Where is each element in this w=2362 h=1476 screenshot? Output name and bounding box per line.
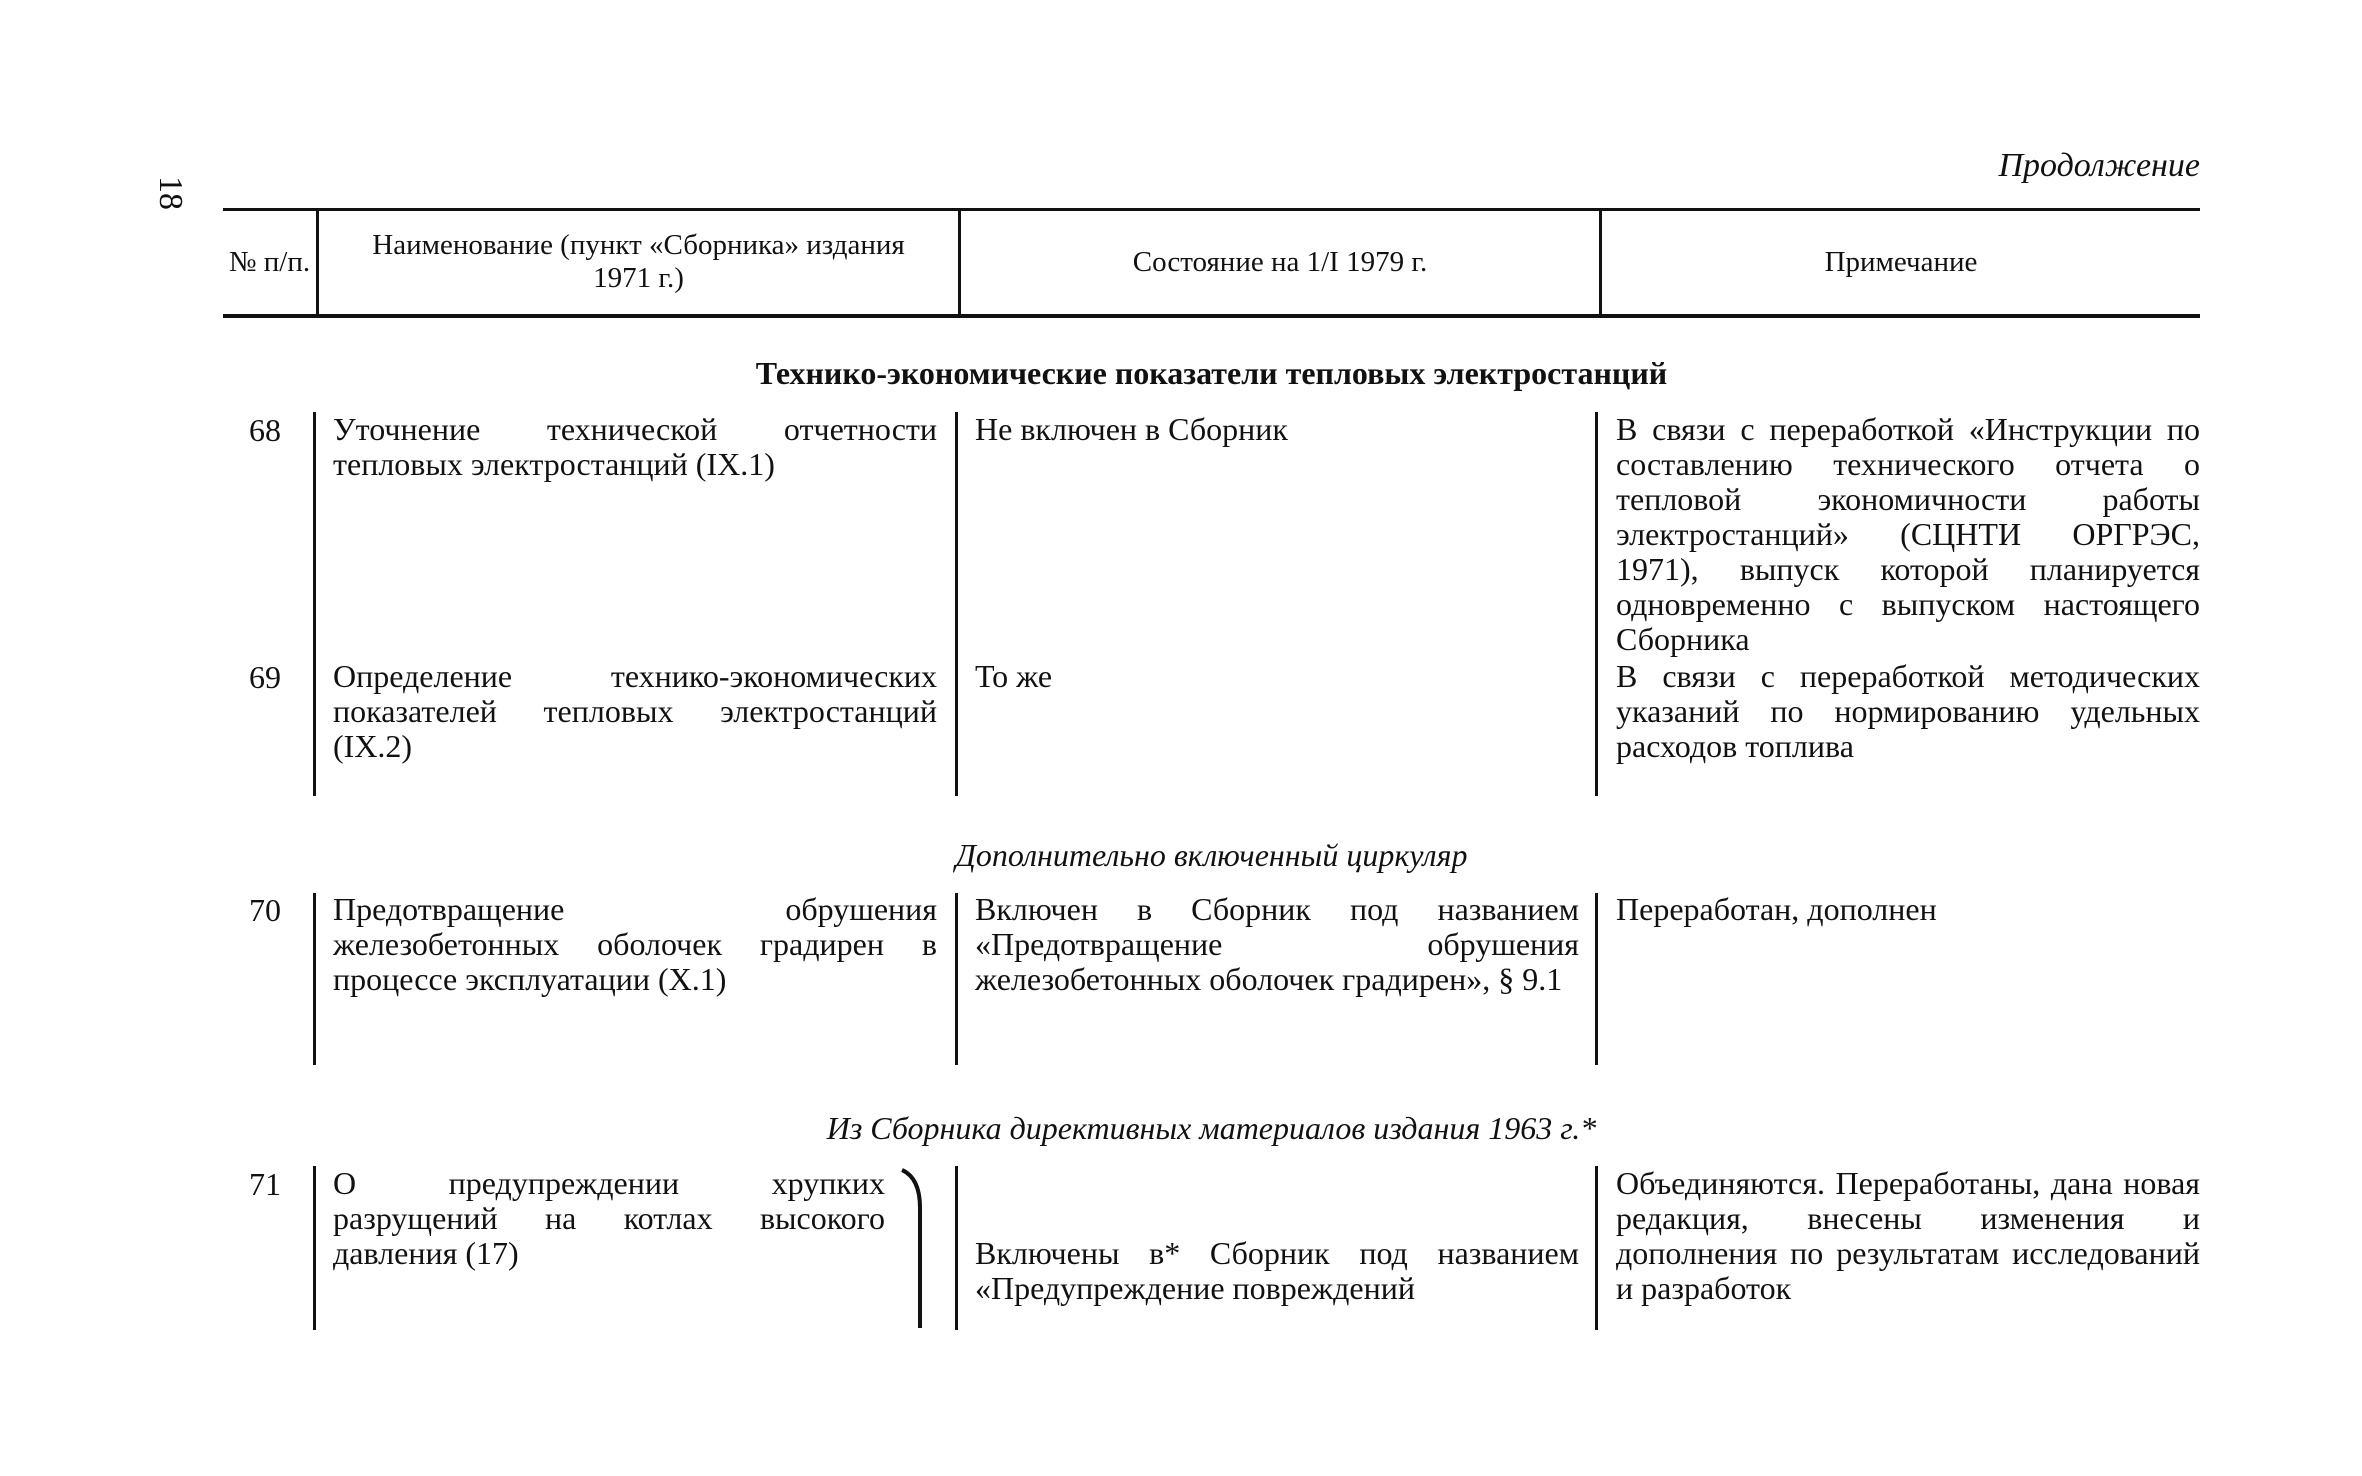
row-68-state: Не включен в Сборник [975,411,1288,447]
row-68-name: Уточнение технической отчетности тепловых электростанций (IX.1) [333,411,937,482]
row-69-name: Определение технико-экономических показателей тепловых электростанций (IX.2) [333,658,937,764]
continuation-label: Продолжение [1998,147,2200,184]
header-num: № п/п. [228,245,311,278]
header-note: Примечание [1824,245,1978,278]
grouping-brace [898,1168,928,1336]
row-70-note: Переработан, дополнен [1616,891,1937,927]
header-bottom-rule [223,314,2200,318]
row-group-1-divider-1 [313,412,316,796]
row-group-3-divider-1 [313,1166,316,1330]
row-group-2-divider-2 [955,893,958,1065]
header-name: Наименование (пункт «Сборника» издания 1971 г.) [372,229,905,294]
section-title-tep: Технико-экономические показатели тепловых электростанций [755,355,1668,391]
row-71-num: 71 [249,1166,281,1202]
row-group-2-divider-1 [313,893,316,1065]
row-69-note: В связи с переработкой методических указаний по нормированию удельных расходов топлива [1616,658,2200,764]
section-title-1963: Из Сборника директивных материалов издания 1963 г.* [826,1110,1597,1146]
row-71-note: Объединяются. Переработаны, дана новая редакция, внесены изменения и дополнения по результатам исследований и разработок [1616,1165,2200,1306]
row-71-name: О предупреждении хрупких разрущений на котлах высокого давления (17) [333,1165,885,1271]
row-group-1-divider-3 [1595,412,1598,796]
row-70-state: Включен в Сборник под названием «Предотвращение обрушения железобетонных оболочек градирен», § 9.1 [975,891,1579,997]
row-group-3-divider-2 [955,1166,958,1330]
section-title-circular: Дополнительно включенный циркуляр [955,837,1468,873]
header-state: Состояние на 1/I 1979 г. [1132,245,1428,278]
row-69-num: 69 [249,659,281,695]
row-69-state: То же [975,658,1053,694]
row-70-num: 70 [249,892,281,928]
row-68-note: В связи с переработкой «Инструкции по составлению технического отчета о тепловой экономичности работы электростанций» (СЦНТИ ОРГРЭС, 1971), выпуск которой планируется одновременно с выпуском настоящего Сборника [1616,411,2200,657]
row-70-name: Предотвращение обрушения железобетонных оболочек градирен в процессе эксплуатации (X.1) [333,891,937,997]
page-number: 18 [152,176,189,210]
row-71-state: Включены в* Сборник под названием «Предупреждение повреждений [975,1235,1579,1306]
row-group-2-divider-3 [1595,893,1598,1065]
row-group-1-divider-2 [955,412,958,796]
row-group-3-divider-3 [1595,1166,1598,1330]
row-68-num: 68 [249,412,281,448]
